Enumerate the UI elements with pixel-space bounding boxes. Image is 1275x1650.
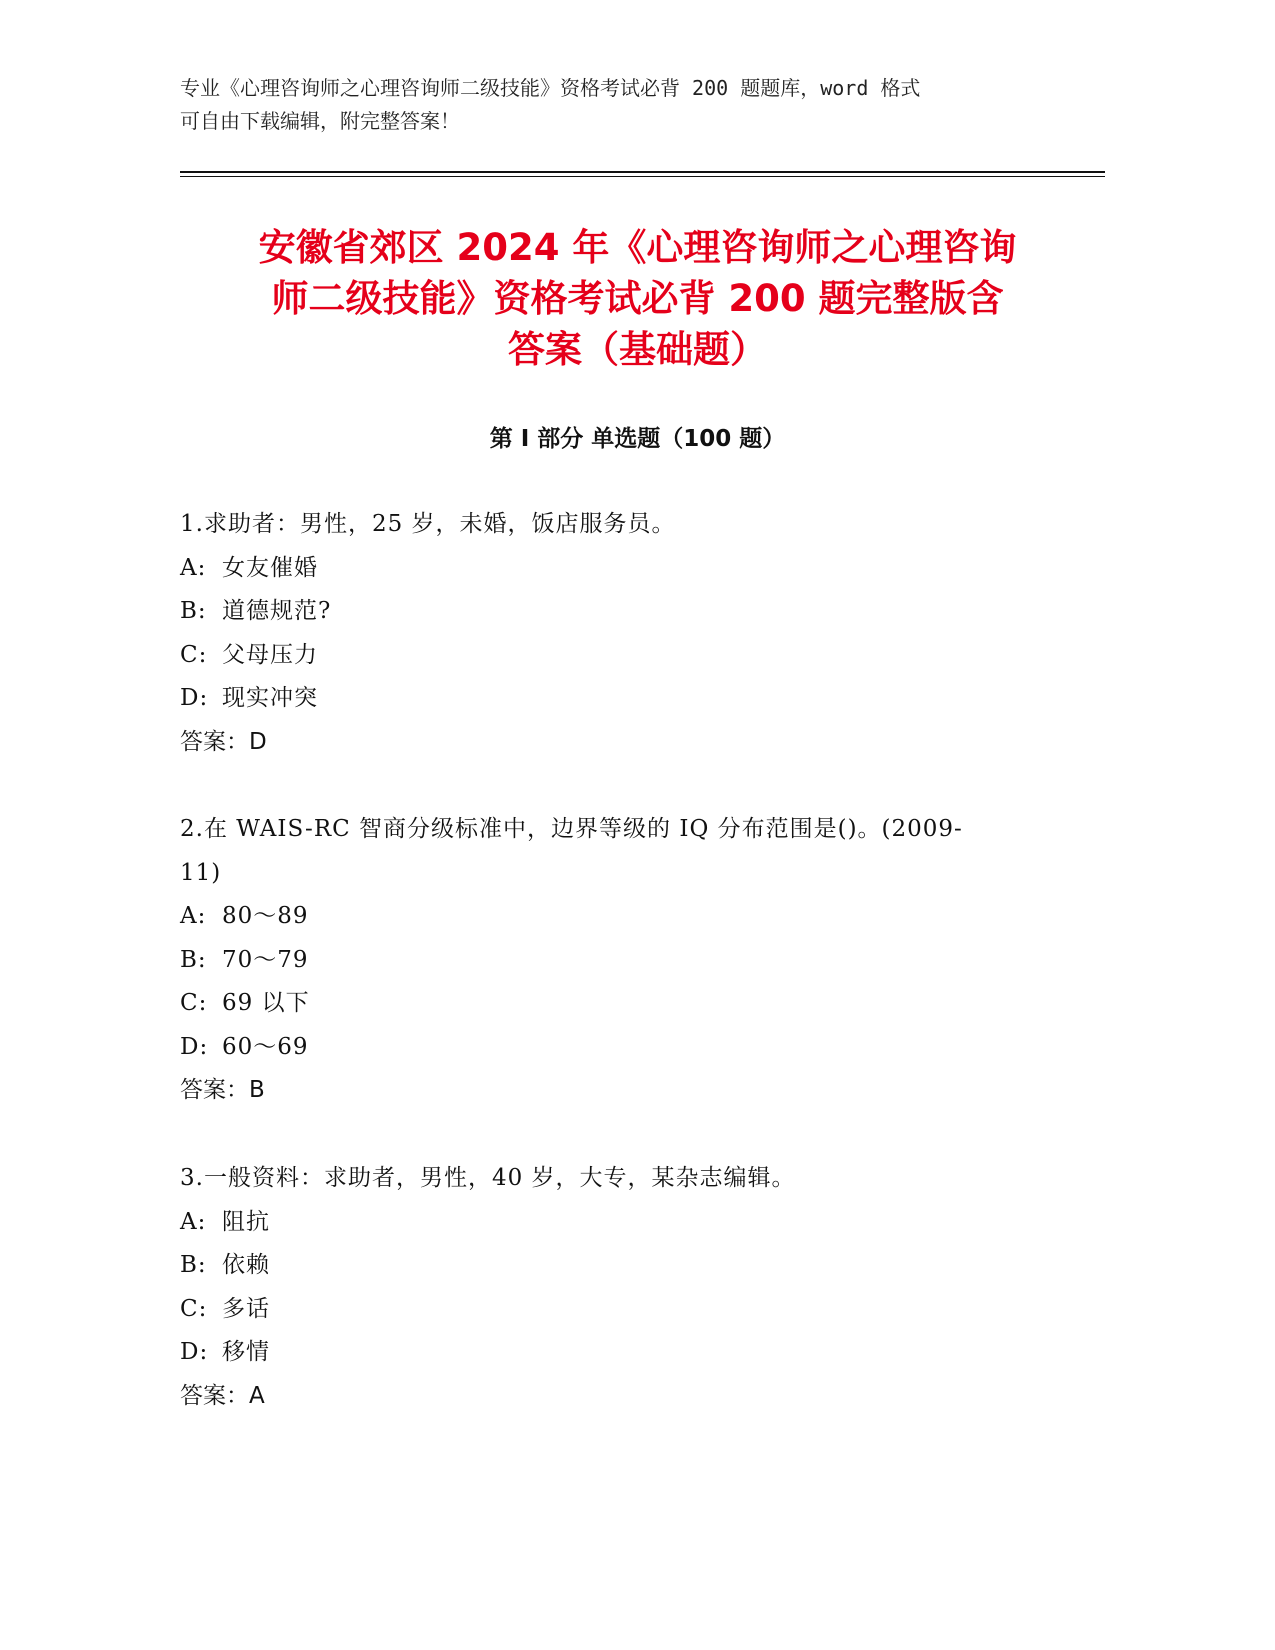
- question-text: 1.求助者：男性，25 岁，未婚，饭店服务员。: [180, 511, 676, 537]
- option-c: [180, 634, 1080, 678]
- option-key: C:: [180, 1295, 208, 1322]
- option-key: D:: [180, 1033, 209, 1060]
- option-text: 父母压力: [222, 641, 318, 668]
- header-divider-thick: [180, 171, 1105, 173]
- option-b: [180, 1244, 1080, 1288]
- header-divider-thin: [180, 176, 1105, 177]
- question-text: 3.一般资料：求助者，男性，40 岁，大专，某杂志编辑。: [180, 1165, 796, 1191]
- option-text: 70～79: [222, 946, 309, 973]
- answer: 答案：D: [180, 728, 267, 755]
- question-1: [180, 503, 1080, 764]
- option-key: C:: [180, 990, 208, 1016]
- option-d: [180, 1331, 1080, 1375]
- option-text: 80～89: [222, 903, 309, 929]
- answer: 答案：A: [180, 1382, 265, 1409]
- option-key: A:: [180, 554, 207, 581]
- option-b: [180, 590, 1080, 634]
- option-text: 依赖: [222, 1252, 270, 1278]
- option-text: 道德规范?: [222, 598, 332, 624]
- option-key: A:: [180, 903, 207, 929]
- question-2: [180, 808, 1080, 1113]
- option-b: [180, 939, 1080, 983]
- option-d: [180, 1026, 1080, 1070]
- option-d: [180, 677, 1080, 721]
- option-text: 多话: [222, 1295, 270, 1322]
- answer: 答案：B: [180, 1077, 265, 1103]
- option-a: [180, 547, 1080, 591]
- option-key: B:: [180, 946, 207, 973]
- option-a: [180, 895, 1080, 939]
- option-text: 60～69: [222, 1033, 309, 1060]
- question-text: 2.在 WAIS-RC 智商分级标准中，边界等级的 IQ 分布范围是()。(2009-: [180, 816, 963, 842]
- option-key: B:: [180, 598, 207, 624]
- title-line-2: 师二级技能》资格考试必背 200 题完整版含: [271, 277, 1004, 320]
- document-title: [150, 222, 1125, 375]
- option-text: 女友催婚: [222, 554, 318, 581]
- header-note: [180, 72, 1060, 138]
- option-a: [180, 1201, 1080, 1245]
- section-title: 第 I 部分 单选题（100 题）: [489, 426, 786, 452]
- option-key: D:: [180, 1339, 209, 1365]
- option-key: C:: [180, 641, 208, 668]
- option-key: B:: [180, 1252, 207, 1278]
- question-3: [180, 1157, 1080, 1418]
- option-text: 69 以下: [222, 990, 310, 1016]
- option-c: [180, 982, 1080, 1026]
- option-text: 移情: [222, 1339, 270, 1365]
- option-text: 阻抗: [222, 1208, 270, 1235]
- option-c: [180, 1288, 1080, 1332]
- question-text-continued: 11): [180, 859, 222, 886]
- option-key: D:: [180, 685, 209, 711]
- option-text: 现实冲突: [222, 685, 318, 711]
- title-line-1: 安徽省郊区 2024 年《心理咨询师之心理咨询: [258, 226, 1017, 269]
- header-note-line-2: 可自由下载编辑，附完整答案！: [180, 109, 460, 133]
- header-note-line-1: 专业《心理咨询师之心理咨询师二级技能》资格考试必背 200 题题库，word 格式: [180, 76, 921, 100]
- title-line-3: 答案（基础题）: [508, 328, 767, 371]
- option-key: A:: [180, 1208, 207, 1235]
